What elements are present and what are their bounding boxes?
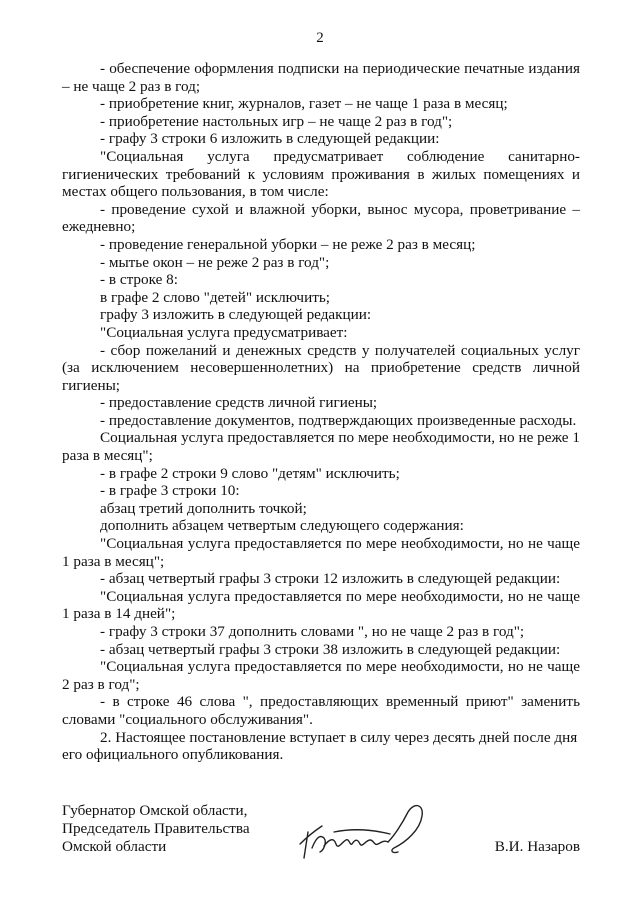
paragraph: Социальная услуга предоставляется по мере необходимости, но не реже 1 раза в месяц"; xyxy=(62,429,580,465)
paragraph: - абзац четвертый графы 3 строки 38 изложить в следующей редакции: xyxy=(100,640,561,658)
paragraph: "Социальная услуга предоставляется по мере необходимости, но не чаще 2 раз в год"; xyxy=(62,658,580,693)
paragraph: "Социальная услуга предусматривает соблюдение санитарно-гигиенических требований к условиям проживания в жилых помещениях и местах общего пользования, в том числе: xyxy=(62,147,580,201)
signature-block xyxy=(62,802,580,872)
paragraph: абзац третий дополнить точкой; xyxy=(100,499,307,517)
signatory-title-line: Губернатор Омской области, xyxy=(62,802,248,819)
paragraph: - мытье окон – не реже 2 раз в год"; xyxy=(100,253,330,271)
paragraph: - сбор пожеланий и денежных средств у получателей социальных услуг (за исключением несовершеннолетних) на приобретение средств личной гигиены; xyxy=(62,341,580,394)
paragraph: - обеспечение оформления подписки на периодические печатные издания – не чаще 2 раз в год; xyxy=(62,60,580,95)
paragraph: - предоставление средств личной гигиены; xyxy=(100,394,378,412)
document-body xyxy=(62,60,580,764)
signatory-name: В.И. Назаров xyxy=(494,838,580,855)
paragraph: - в строке 8: xyxy=(100,271,178,289)
paragraph: - графу 3 строки 37 дополнить словами ", но не чаще 2 раз в год"; xyxy=(100,623,525,640)
paragraph: в графе 2 слово "детей" исключить; xyxy=(100,288,330,306)
paragraph: - в графе 2 строки 9 слово "детям" исключить; xyxy=(100,464,400,482)
paragraph: дополнить абзацем четвертым следующего содержания: xyxy=(100,517,464,535)
paragraph: "Социальная услуга предоставляется по мере необходимости, но не чаще 1 раза в 14 дней"; xyxy=(62,587,580,623)
paragraph: - предоставление документов, подтверждающих произведенные расходы. xyxy=(100,411,577,429)
handwritten-signature xyxy=(294,802,434,864)
paragraph: - проведение сухой и влажной уборки, вынос мусора, проветривание – ежедневно; xyxy=(62,200,580,236)
paragraph: - в строке 46 слова ", предоставляющих временный приют" заменить словами "социального обслуживания". xyxy=(62,693,580,728)
paragraph: - приобретение настольных игр – не чаще 2 раз в год"; xyxy=(100,112,453,130)
signatory-title-line: Омской области xyxy=(62,838,167,855)
effective-date-paragraph: 2. Настоящее постановление вступает в силу через десять дней после дня его официального опубликования. xyxy=(62,728,578,764)
signatory-title-line: Председатель Правительства xyxy=(62,820,250,837)
paragraph: - абзац четвертый графы 3 строки 12 изложить в следующей редакции: xyxy=(100,570,561,588)
page-number: 2 xyxy=(316,30,324,46)
paragraph: - графу 3 строки 6 изложить в следующей редакции: xyxy=(100,130,440,148)
paragraph: "Социальная услуга предоставляется по мере необходимости, но не чаще 1 раза в месяц"; xyxy=(62,535,580,570)
paragraph: - проведение генеральной уборки – не реже 2 раз в месяц; xyxy=(100,235,476,253)
paragraph: - в графе 3 строки 10: xyxy=(100,482,240,500)
paragraph: графу 3 изложить в следующей редакции: xyxy=(100,306,372,324)
paragraph: "Социальная услуга предусматривает: xyxy=(100,323,348,341)
signatory-title xyxy=(62,802,250,856)
paragraph: - приобретение книг, журналов, газет – не чаще 1 раза в месяц; xyxy=(100,95,508,113)
